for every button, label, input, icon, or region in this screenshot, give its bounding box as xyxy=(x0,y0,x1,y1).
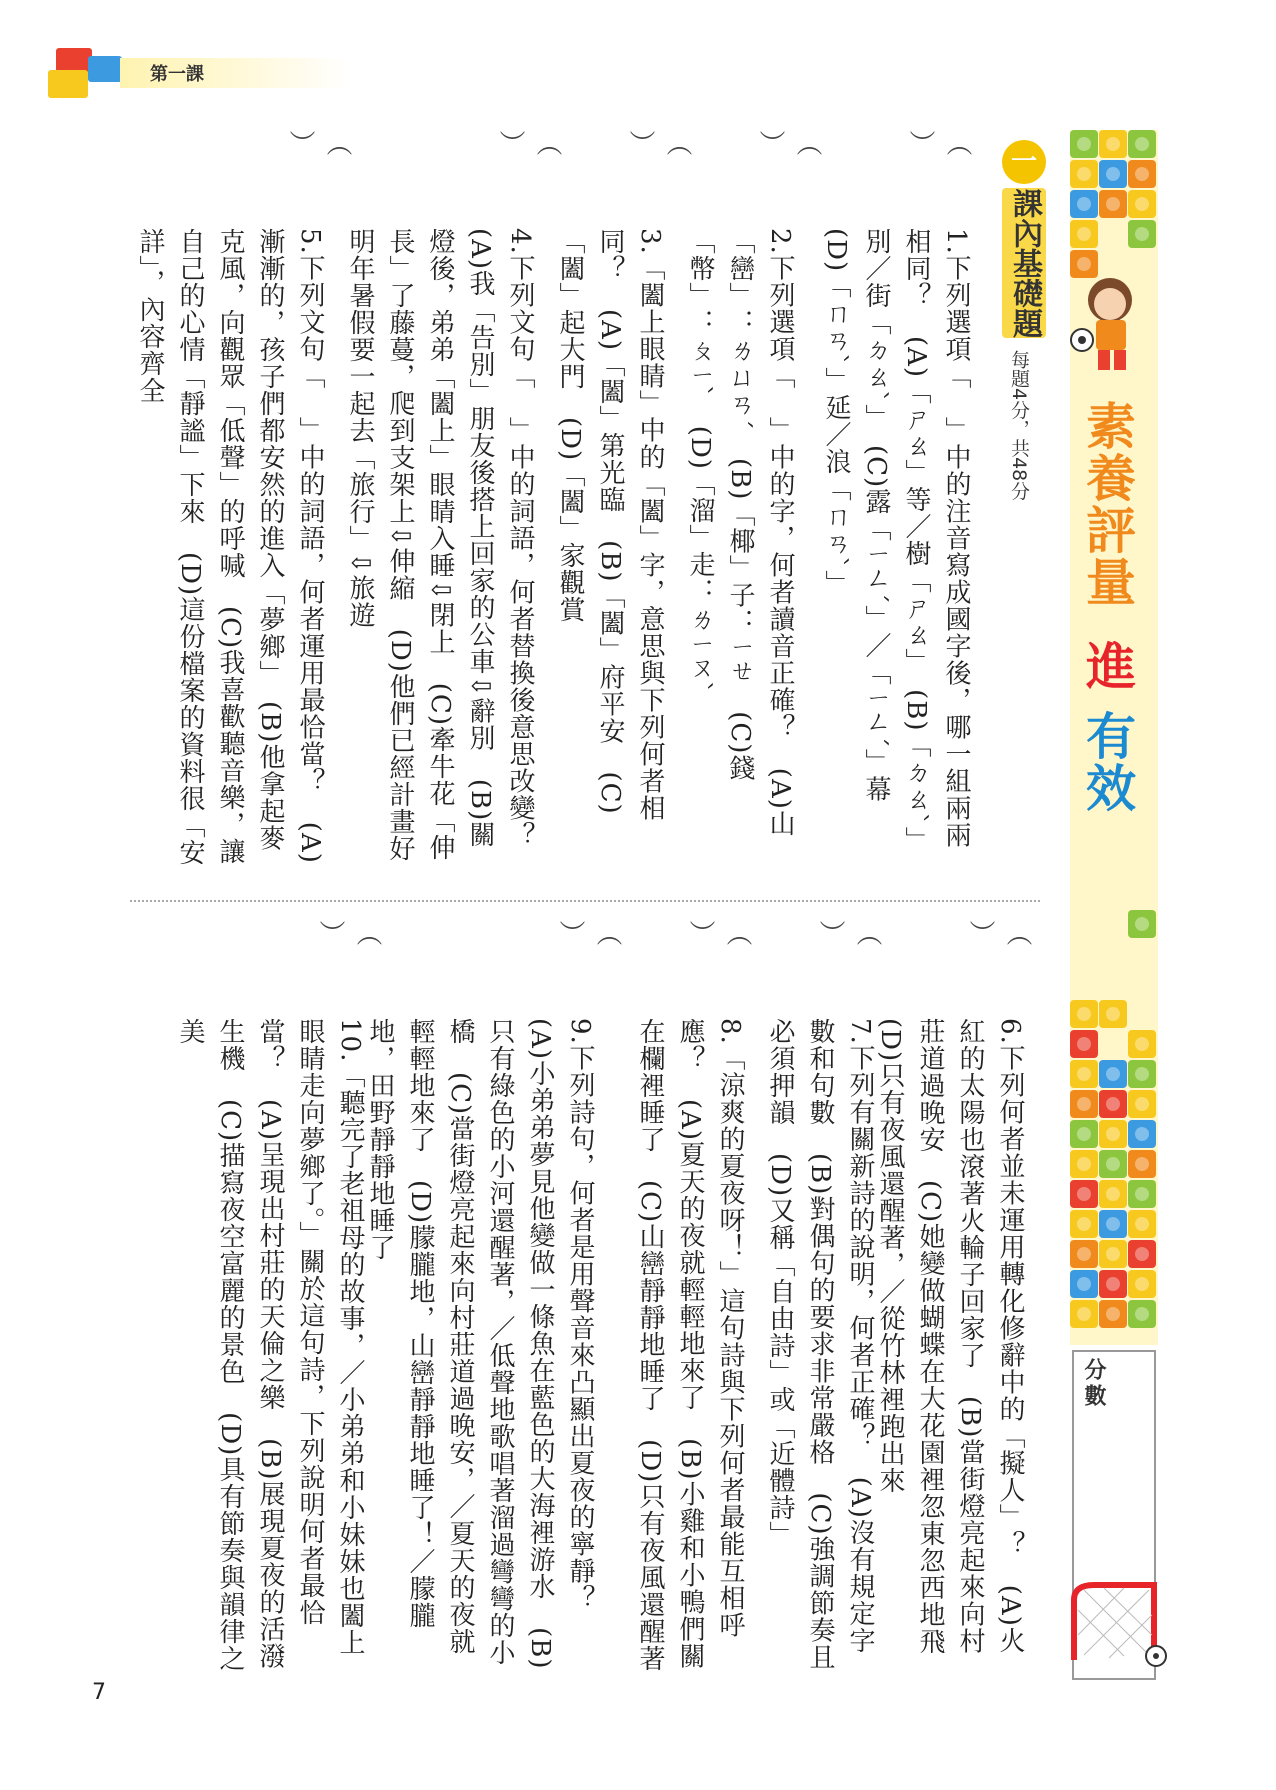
lego-tile-icon xyxy=(1099,1300,1127,1328)
lego-brick-icon xyxy=(88,56,122,82)
lego-tile-icon xyxy=(1070,1270,1098,1298)
lego-tile-icon xyxy=(1099,1240,1127,1268)
lego-brick-icon xyxy=(48,70,88,98)
lego-tile-icon xyxy=(1128,130,1156,158)
answer-bracket[interactable]: ︵ ︶ xyxy=(495,130,562,156)
question-6: 6.下列何者並未運用轉化修辭中的「擬人」？ (A)火紅的太陽也滾著火輪子回家了 (B)當街燈亮起來向村莊道過晚安 (C)她變做蝴蝶在大花園裡忽東忽西地飛 (D)只有夜風還醒著，／從竹林裡跑出來 xyxy=(875,1018,1025,1683)
lego-tile-icon xyxy=(1070,160,1098,188)
lego-tile-icon xyxy=(1070,130,1098,158)
answer-bracket[interactable]: ︵ ︶ xyxy=(555,920,622,946)
lego-tile-icon xyxy=(1070,190,1098,218)
question-7: 7.下列有關新詩的說明，何者正確？ (A)沒有規定字數和句數 (B)對偶句的要求非常嚴格 (C)強調節奏且必須押韻 (D)又稱「自由詩」或「近體詩」 xyxy=(765,1018,875,1671)
lego-tile-icon xyxy=(1070,1150,1098,1178)
lego-tile-icon xyxy=(1099,190,1127,218)
lego-tile-icon xyxy=(1128,1300,1156,1328)
section-divider xyxy=(130,900,1040,902)
lego-brick-icon xyxy=(56,48,92,72)
lego-tile-icon xyxy=(1099,160,1127,188)
banner-title-part2: 進 xyxy=(1078,640,1136,692)
lego-tile-icon xyxy=(1128,1210,1156,1238)
lego-tile-icon xyxy=(1099,1060,1127,1088)
lego-tile-icon xyxy=(1070,1300,1098,1328)
lego-tile-icon xyxy=(1099,1150,1127,1178)
answer-bracket[interactable]: ︵ ︶ xyxy=(315,920,382,946)
soccer-goal-illustration xyxy=(1064,1570,1174,1670)
question-8: 8.「涼爽的夏夜呀！」這句詩與下列何者最能互相呼應？ (A)夏天的夜就輕輕地來了 (B)小雞和小鴨們關在欄裡睡了 (C)山巒靜靜地睡了 (D)只有夜風還醒著 xyxy=(635,1018,745,1673)
answer-bracket[interactable]: ︵ ︶ xyxy=(965,920,1032,946)
question-2: 2.下列選項「 」中的字，何者讀音正確？ (A)山「巒」：ㄌㄩㄢˊ (B)「椰」子：ㄧㄝ (C)錢「幣」：ㄆㄧˋ (D)「溜」走：ㄌㄧㄡˋ xyxy=(685,228,795,837)
lego-tile-icon xyxy=(1128,1180,1156,1208)
score-label: 分數 xyxy=(1081,1358,1106,1410)
lego-tile-icon xyxy=(1128,910,1156,938)
section-number: 一 xyxy=(1002,140,1046,184)
lego-tile-icon xyxy=(1128,1270,1156,1298)
question-4: 4.下列文句「 」中的詞語，何者替換後意思改變？ (A)我「告別」朋友後搭上回家的公車⇩辭別 (B)關燈後，弟弟「闔上」眼睛入睡⇩閉上 (C)牽牛花「伸長」了藤蔓，爬到支架上⇩伸縮 (D)他們已經計畫好明年暑假要一起去「旅行」⇩旅遊 xyxy=(345,228,535,876)
lesson-label: 第一課 xyxy=(150,64,204,85)
lego-tile-icon xyxy=(1099,1180,1127,1208)
lego-tile-icon xyxy=(1099,1270,1127,1298)
lego-tile-icon xyxy=(1128,220,1156,248)
lego-tile-icon xyxy=(1070,1030,1098,1058)
lego-tile-icon xyxy=(1070,1240,1098,1268)
answer-bracket[interactable]: ︵ ︶ xyxy=(755,130,822,156)
answer-bracket[interactable]: ︵ ︶ xyxy=(815,920,882,946)
answer-bracket[interactable]: ︵ ︶ xyxy=(285,130,352,156)
lego-tile-icon xyxy=(1128,1120,1156,1148)
lego-tile-icon xyxy=(1128,1090,1156,1118)
lego-tile-icon xyxy=(1099,1120,1127,1148)
scoring-note: 每題4分，共48分 xyxy=(1008,350,1030,501)
answer-bracket[interactable]: ︵ ︶ xyxy=(905,130,972,156)
question-3: 3.「闔上眼睛」中的「闔」字，意思與下列何者相同？ (A)「闔」第光臨 (B)「闔」府平安 (C)「闔」起大門 (D)「闔」家觀賞 xyxy=(555,228,665,822)
question-9: 9.下列詩句，何者是用聲音來凸顯出夏夜的寧靜？ (A)小弟弟夢見他變做一條魚在藍色的大海裡游水 (B)只有綠色的小河還醒著，／低聲地歌唱著溜過彎彎的小橋 (C)當街燈亮起來向村莊道過晚安，／夏天的夜就輕輕地來了 (D)朦朧地，山巒靜靜地睡了！／朦朧地，田野靜靜地睡了 xyxy=(365,1018,595,1670)
question-1: 1.下列選項「 」中的注音寫成國字後，哪一組兩兩相同？ (A)「ㄕㄠ」等／樹「ㄕㄠ」 (B)「ㄉㄠˋ」別／街「ㄉㄠˋ」 (C)露「ㄧㄥˊ」／「ㄧㄥˊ」幕 (D)「ㄇㄢˋ」延／浪「ㄇㄢˋ」 xyxy=(821,228,971,854)
page-header xyxy=(0,0,1276,110)
lego-tile-icon xyxy=(1070,1120,1098,1148)
lego-tile-icon xyxy=(1128,160,1156,188)
lego-tile-icon xyxy=(1128,1150,1156,1178)
girl-soccer-illustration xyxy=(1062,270,1162,380)
lego-tile-icon xyxy=(1099,130,1127,158)
lego-tile-icon xyxy=(1070,220,1098,248)
answer-bracket[interactable]: ︵ ︶ xyxy=(625,130,692,156)
lego-tile-icon xyxy=(1070,1000,1098,1028)
lego-tile-icon xyxy=(1099,1000,1127,1028)
question-10: 10.「聽完了老祖母的故事，／小弟弟和小妹妹也闔上眼睛走向夢鄉了。」關於這句詩，下列說明何者最恰當？ (A)呈現出村莊的天倫之樂 (B)展現夏夜的活潑生機 (C)描寫夜空富麗的景色 (D)具有節奏與韻律之美 xyxy=(175,1018,365,1673)
page-number: 7 xyxy=(92,1680,106,1705)
lego-tile-icon xyxy=(1070,1210,1098,1238)
banner-title-part3: 有效 xyxy=(1078,710,1136,814)
lego-tile-icon xyxy=(1070,1060,1098,1088)
lego-tile-icon xyxy=(1128,1060,1156,1088)
question-5: 5.下列文句「 」中的詞語，何者運用最恰當？ (A)漸漸的，孩子們都安然的進入「夢鄉」 (B)他拿起麥克風，向觀眾「低聲」的呼喊 (C)我喜歡聽音樂，讓自己的心情「靜謐」下來 (D)這份檔案的資料很「安詳」，內容齊全 xyxy=(135,228,325,867)
lego-tile-icon xyxy=(1128,1030,1156,1058)
lego-tile-icon xyxy=(1070,1090,1098,1118)
banner-title-part1: 素養評量 xyxy=(1078,400,1136,608)
answer-bracket[interactable]: ︵ ︶ xyxy=(685,920,752,946)
lego-tile-icon xyxy=(1099,1210,1127,1238)
lego-tile-icon xyxy=(1128,190,1156,218)
section-title: 課內基礎題 xyxy=(1002,188,1046,338)
lego-tile-icon xyxy=(1070,1180,1098,1208)
lego-tile-icon xyxy=(1099,1090,1127,1118)
lego-tile-icon xyxy=(1128,1240,1156,1268)
